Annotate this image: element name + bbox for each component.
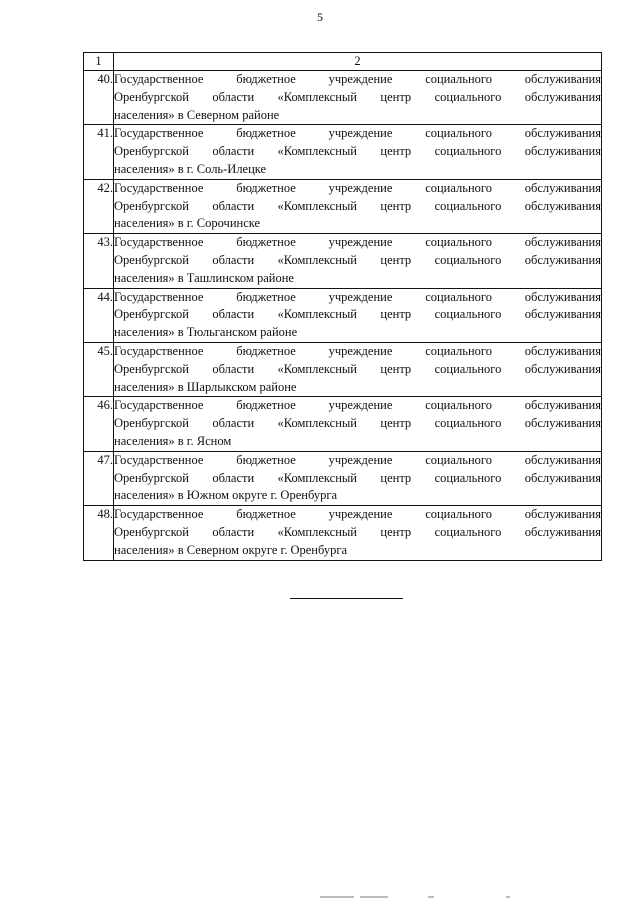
institution-name (114, 179, 602, 233)
row-number: 45. (84, 342, 114, 396)
institution-name (114, 451, 602, 505)
institution-name-line: Государственное бюджетное учреждение социального обслуживания (114, 507, 601, 522)
table-row (84, 288, 602, 342)
institution-name-line: населения» в Южном округе г. Оренбурга (114, 488, 338, 503)
column-header-number: 1 (84, 53, 114, 71)
footer-scan-marks (320, 896, 540, 902)
row-number: 48. (84, 506, 114, 560)
institution-name-line: Оренбургской области «Комплексный центр социального обслуживания (114, 416, 601, 431)
institution-name-line: Государственное бюджетное учреждение социального обслуживания (114, 343, 601, 358)
institution-name-line: населения» в г. Ясном (114, 433, 232, 448)
institution-name (114, 506, 602, 560)
table-row (84, 179, 602, 233)
institution-name-line: населения» в Северном районе (114, 107, 280, 122)
institution-name-line: Оренбургской области «Комплексный центр социального обслуживания (114, 252, 601, 267)
table-row (84, 397, 602, 451)
row-number: 43. (84, 234, 114, 288)
institution-name-line: Государственное бюджетное учреждение социального обслуживания (114, 289, 601, 304)
institution-name (114, 125, 602, 179)
row-number: 47. (84, 451, 114, 505)
row-number: 42. (84, 179, 114, 233)
institution-name-line: Государственное бюджетное учреждение социального обслуживания (114, 180, 601, 195)
institution-name-line: населения» в Тюльганском районе (114, 325, 298, 340)
institution-name (114, 342, 602, 396)
institutions-table (83, 52, 602, 561)
institution-name-line: Оренбургской области «Комплексный центр социального обслуживания (114, 361, 601, 376)
institution-name-line: Оренбургской области «Комплексный центр социального обслуживания (114, 144, 601, 159)
institution-name-line: Оренбургской области «Комплексный центр социального обслуживания (114, 307, 601, 322)
institution-name-line: населения» в Ташлинском районе (114, 270, 294, 285)
institution-name-line: населения» в г. Сорочинске (114, 216, 261, 231)
institution-name-line: Оренбургской области «Комплексный центр социального обслуживания (114, 89, 601, 104)
table-row (84, 125, 602, 179)
institution-name-line: Государственное бюджетное учреждение социального обслуживания (114, 235, 601, 250)
table-header-row (84, 53, 602, 71)
table-row (84, 71, 602, 125)
row-number: 44. (84, 288, 114, 342)
institution-name-line: Государственное бюджетное учреждение социального обслуживания (114, 72, 601, 86)
table-row (84, 342, 602, 396)
table-row (84, 506, 602, 560)
institution-name-line: населения» в г. Соль-Илецке (114, 161, 267, 176)
column-header-name: 2 (114, 53, 602, 71)
institution-name (114, 397, 602, 451)
institution-name-line: Оренбургской области «Комплексный центр социального обслуживания (114, 470, 601, 485)
institution-name (114, 71, 602, 125)
institution-name-line: населения» в Северном округе г. Оренбурга (114, 542, 348, 557)
institution-name-line: Оренбургской области «Комплексный центр социального обслуживания (114, 524, 601, 539)
row-number: 40. (84, 71, 114, 125)
institution-name (114, 288, 602, 342)
institution-name-line: Государственное бюджетное учреждение социального обслуживания (114, 452, 601, 467)
institution-name (114, 234, 602, 288)
table-row (84, 234, 602, 288)
institution-name-line: Государственное бюджетное учреждение социального обслуживания (114, 126, 601, 141)
end-rule (290, 598, 403, 599)
institution-name-line: Государственное бюджетное учреждение социального обслуживания (114, 398, 601, 413)
row-number: 46. (84, 397, 114, 451)
row-number: 41. (84, 125, 114, 179)
page-number: 5 (317, 10, 323, 24)
table-row (84, 451, 602, 505)
institution-name-line: Оренбургской области «Комплексный центр социального обслуживания (114, 198, 601, 213)
institution-name-line: населения» в Шарлыкском районе (114, 379, 297, 394)
